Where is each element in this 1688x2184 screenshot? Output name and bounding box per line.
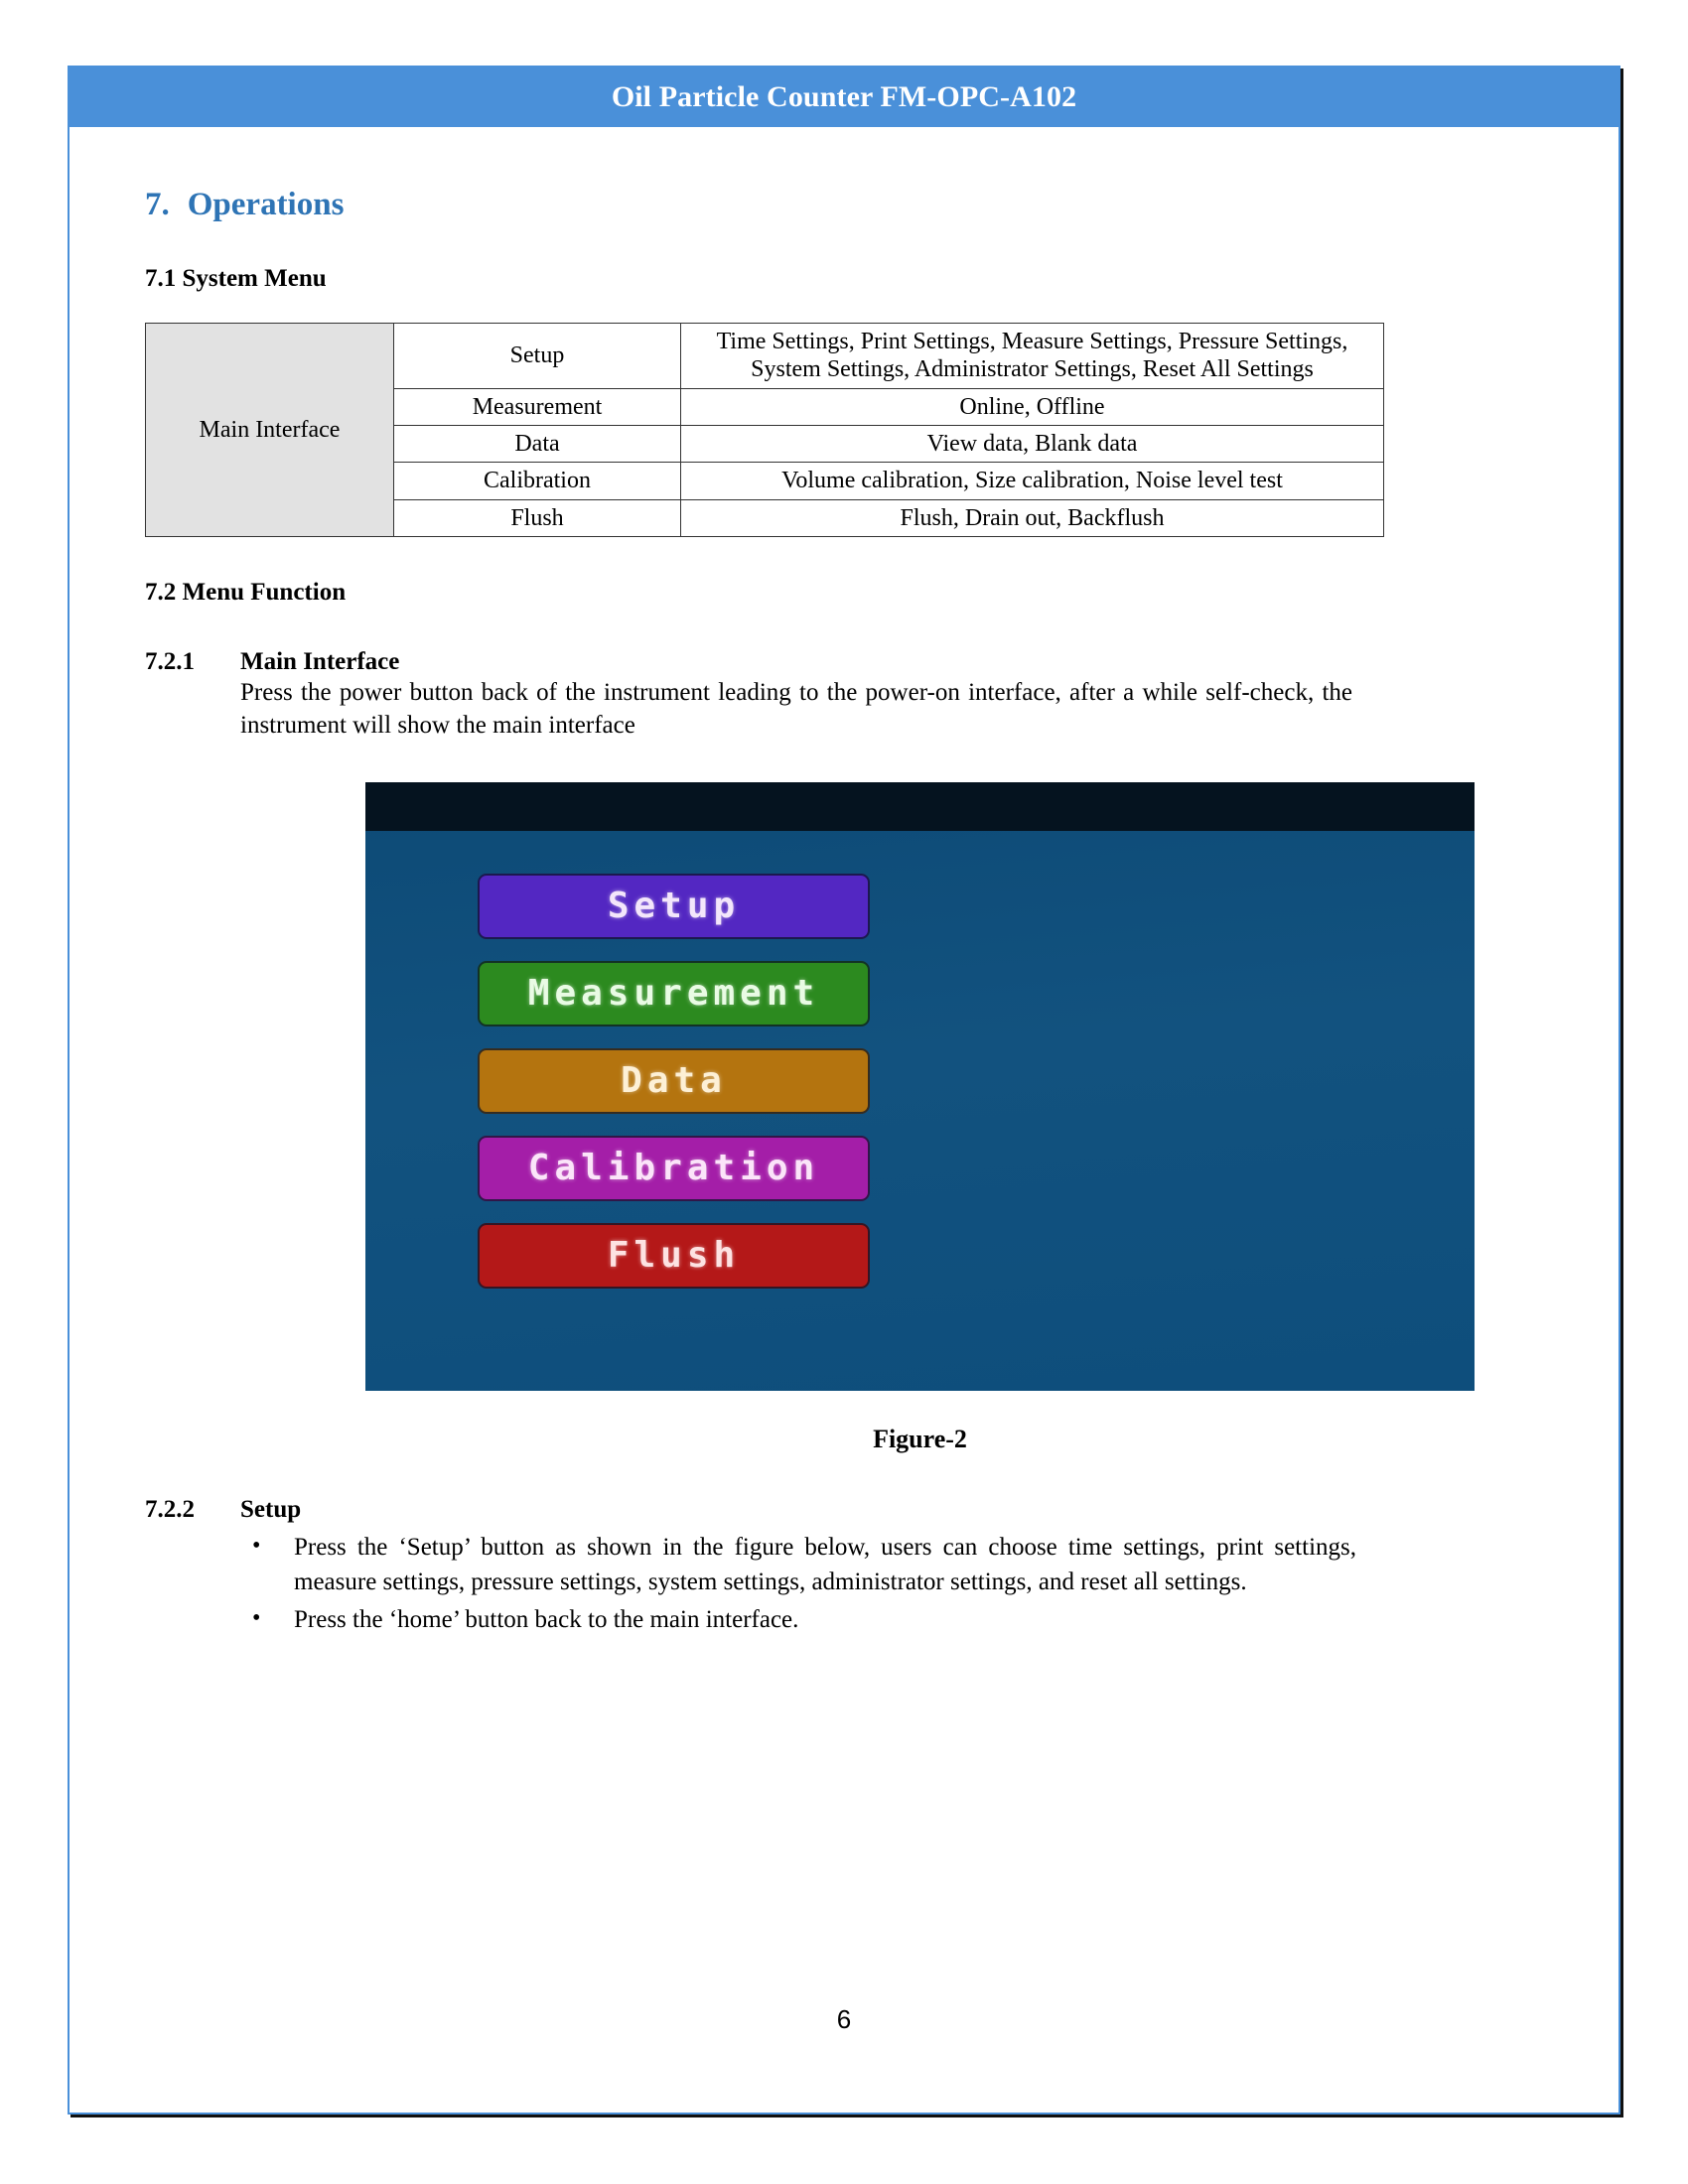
document-header [70,68,1618,127]
table-cell-menu: Data [394,425,681,462]
system-menu-table [145,323,1384,537]
table-cell-items: Volume calibration, Size calibration, Noise level test [681,463,1384,499]
list-item: • Press the ‘home’ button back to the main interface. [294,1602,1356,1638]
item-7-2-1-number: 7.2.1 [145,647,195,675]
item-7-2-1-heading [145,648,1547,676]
item-7-2-2-heading [145,1496,1547,1524]
table-cell-items: View data, Blank data [681,425,1384,462]
figure-caption: Figure-2 [873,1424,967,1453]
item-7-2-1-paragraph: Press the power button back of the instrument leading to the power-on interface, after a while self-check, the instrument will show the main interface [240,678,1352,740]
device-button-setup[interactable]: Setup [478,874,870,939]
section-number: 7. [145,187,170,222]
device-main-interface-screenshot [365,782,1475,1391]
document-header-title: Oil Particle Counter FM-OPC-A102 [611,80,1077,113]
subsection-heading-7-2: 7.2 Menu Function [145,578,347,606]
table-row [146,324,1384,389]
list-item: • Press the ‘Setup’ button as shown in the figure below, users can choose time settings, print settings, measure settings, pressure settings, system settings, administrator settings, and reset all settings. [294,1530,1356,1600]
figure-2 [365,782,1547,1454]
page-number: 6 [836,2004,852,2034]
table-cell-menu: Flush [394,499,681,536]
device-button-data[interactable]: Data [478,1048,870,1114]
table-cell-main-interface: Main Interface [146,324,394,537]
item-7-2-1 [145,648,1547,743]
device-screen-titlebar [365,782,1475,831]
page-frame [68,66,1620,2115]
item-7-2-2-title: Setup [240,1495,302,1523]
table-cell-items: Flush, Drain out, Backflush [681,499,1384,536]
subsection-heading-7-1: 7.1 System Menu [145,265,327,292]
item-7-2-2-number: 7.2.2 [145,1495,195,1523]
section-heading [145,187,1547,223]
table-cell-items: Online, Offline [681,388,1384,425]
table-cell-menu: Setup [394,324,681,389]
device-button-flush[interactable]: Flush [478,1223,870,1289]
table-cell-menu: Calibration [394,463,681,499]
page-content [70,127,1618,1639]
device-button-calibration[interactable]: Calibration [478,1136,870,1201]
table-cell-menu: Measurement [394,388,681,425]
device-menu-button-list [478,874,870,1289]
table-cell-items: Time Settings, Print Settings, Measure Settings, Pressure Settings, System Settings, Administrator Settings, Reset All Settings [681,324,1384,389]
item-7-2-2-bullet-list [145,1530,1547,1638]
section-title-text: Operations [187,187,345,222]
item-7-2-1-title: Main Interface [240,647,400,675]
device-button-measurement[interactable]: Measurement [478,961,870,1026]
item-7-2-2 [145,1496,1547,1638]
